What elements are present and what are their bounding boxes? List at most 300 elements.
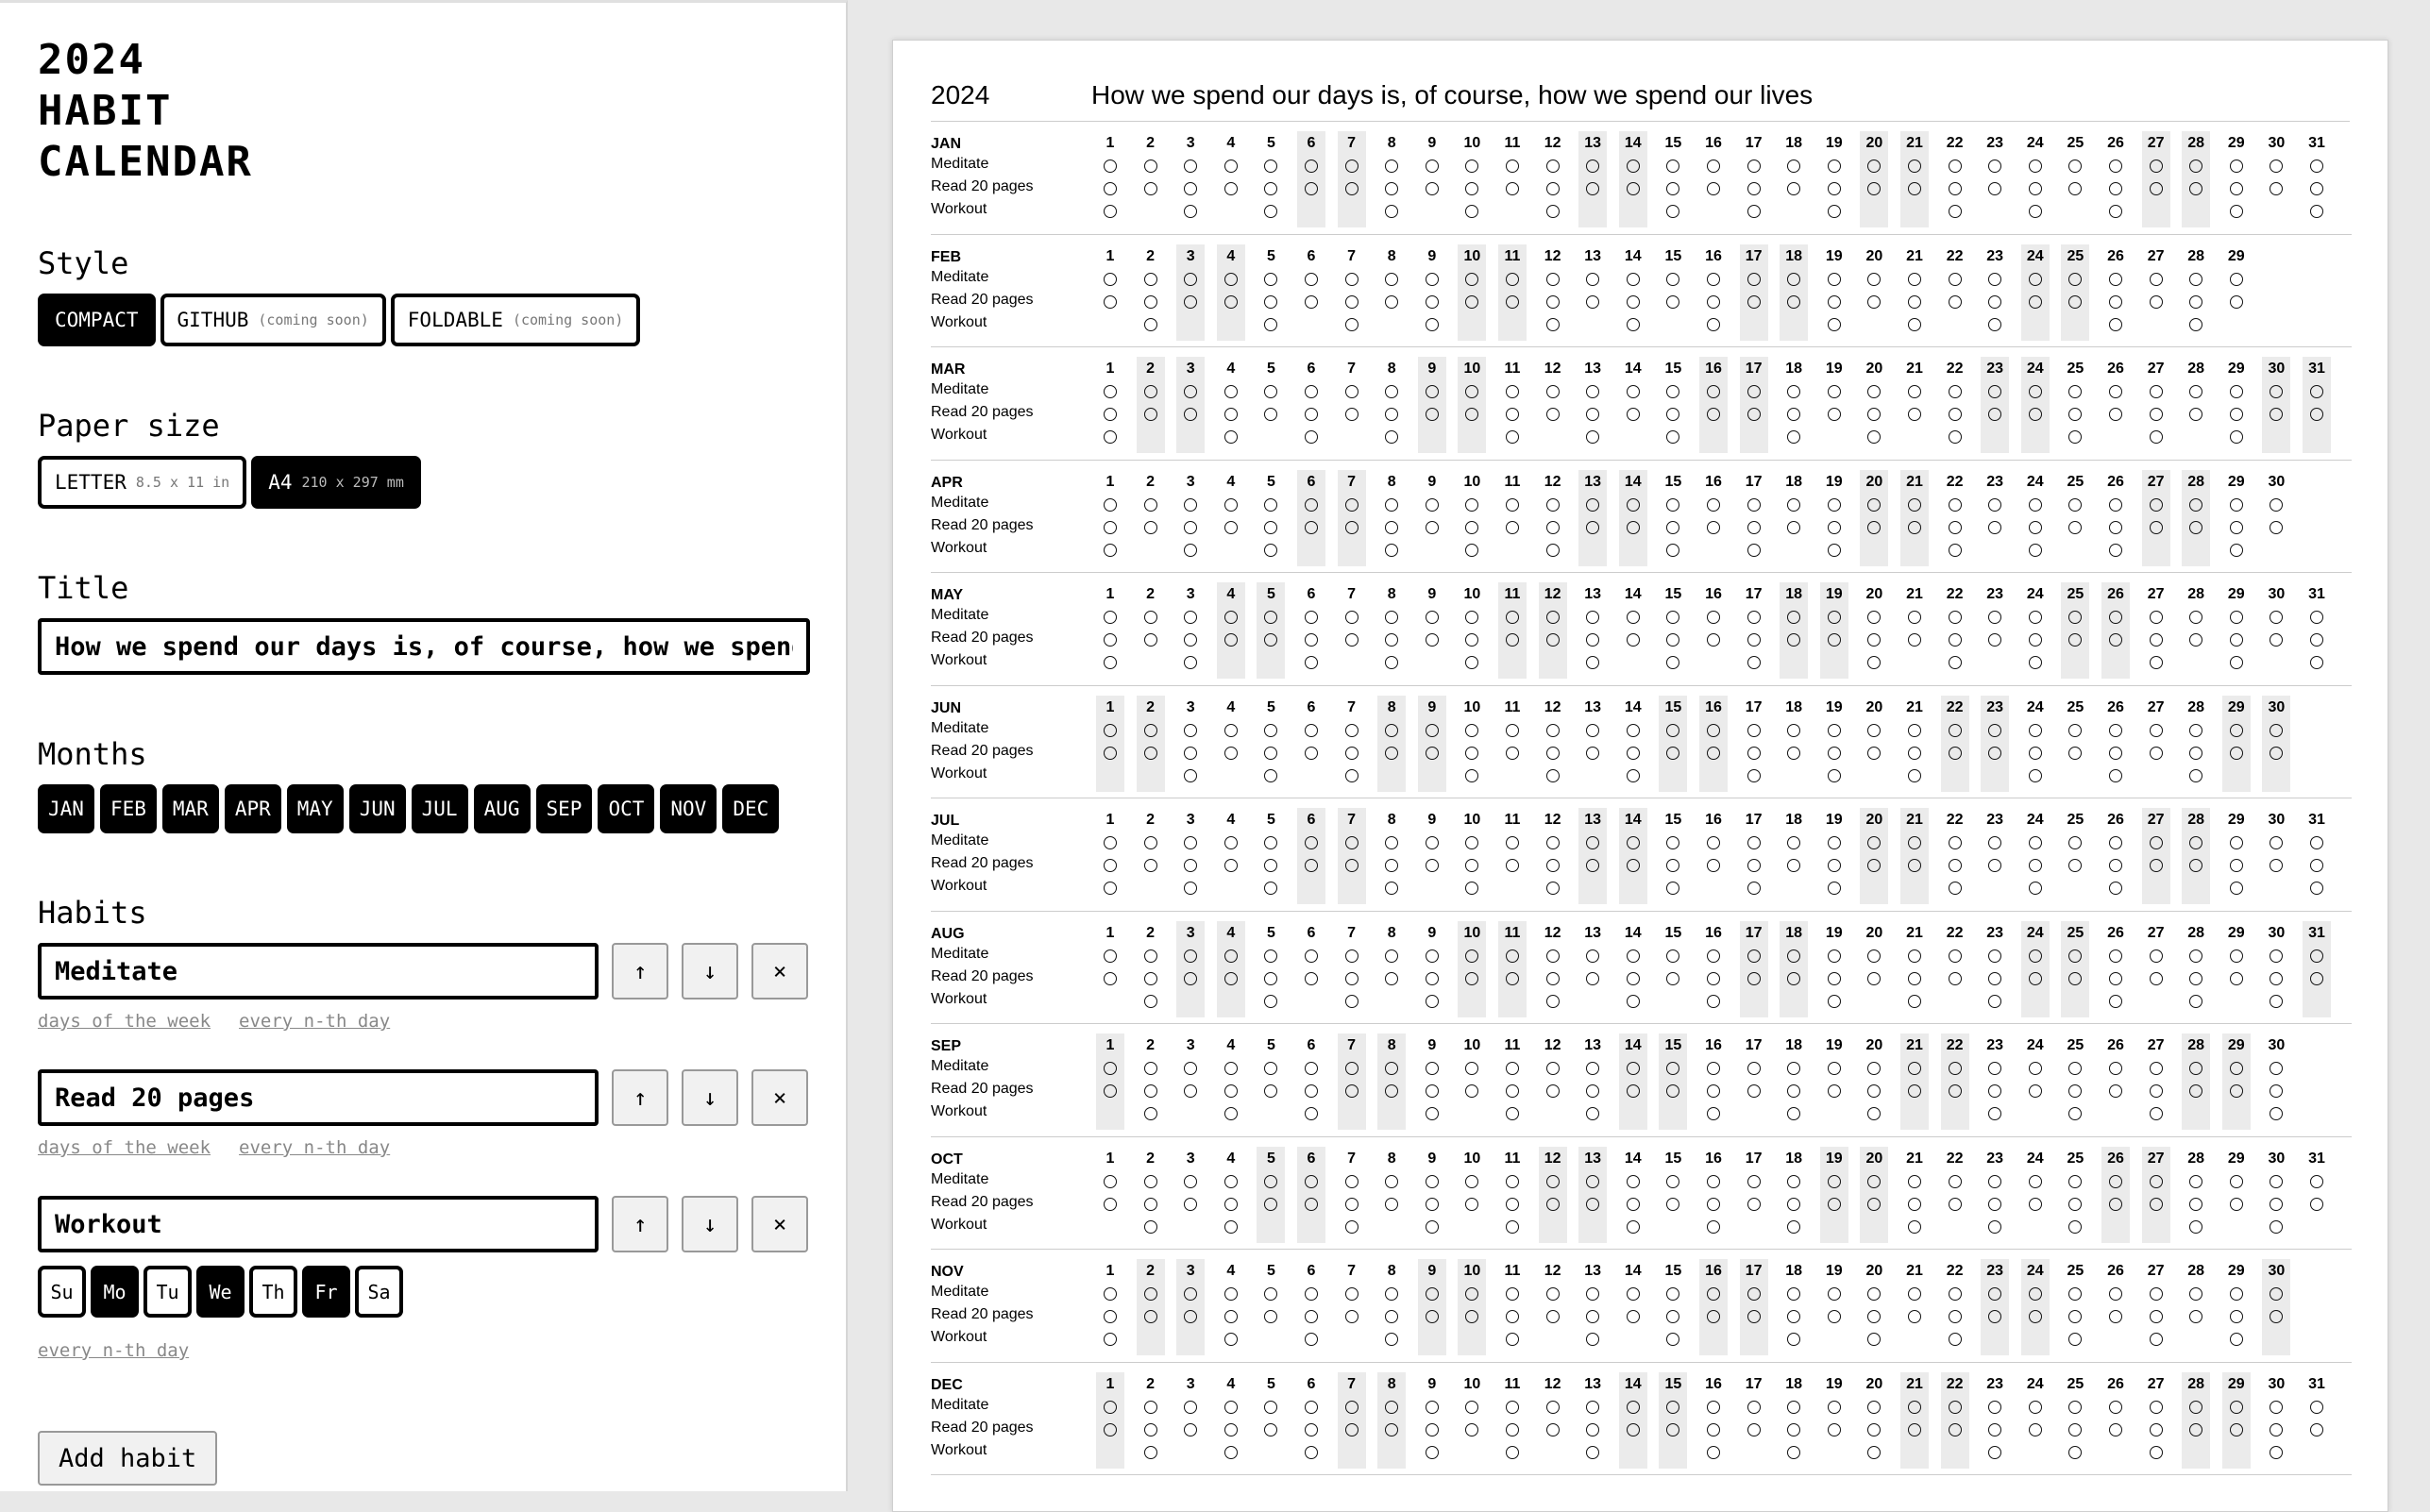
habit-check-circle[interactable] (1385, 521, 1398, 534)
habit-check-circle[interactable] (1627, 1423, 1640, 1436)
habit-check-circle[interactable] (1867, 408, 1881, 421)
habit-check-circle[interactable] (2270, 995, 2283, 1008)
habit-check-circle[interactable] (1305, 1175, 1318, 1188)
month-chip-feb[interactable]: FEB (100, 784, 157, 833)
habit-check-circle[interactable] (1506, 1333, 1519, 1346)
habit-check-circle[interactable] (1707, 1446, 1720, 1459)
every-nth-day-link[interactable]: every n-th day (38, 1340, 190, 1361)
habit-check-circle[interactable] (1184, 1401, 1197, 1414)
habit-check-circle[interactable] (1707, 1175, 1720, 1188)
habit-check-circle[interactable] (1949, 544, 1962, 557)
habit-check-circle[interactable] (1627, 1401, 1640, 1414)
habit-check-circle[interactable] (1465, 972, 1478, 985)
habit-check-circle[interactable] (1949, 273, 1962, 286)
habit-check-circle[interactable] (1988, 859, 2001, 872)
habit-check-circle[interactable] (1908, 1175, 1921, 1188)
habit-check-circle[interactable] (2029, 1310, 2042, 1323)
habit-check-circle[interactable] (1104, 498, 1117, 512)
habit-check-circle[interactable] (1104, 430, 1117, 444)
habit-check-circle[interactable] (2109, 295, 2122, 309)
habit-check-circle[interactable] (1828, 724, 1841, 737)
habit-check-circle[interactable] (1949, 882, 1962, 895)
habit-check-circle[interactable] (1465, 205, 1478, 218)
month-chip-apr[interactable]: APR (225, 784, 281, 833)
habit-check-circle[interactable] (1546, 1062, 1560, 1075)
habit-check-circle[interactable] (2068, 1401, 2082, 1414)
habit-check-circle[interactable] (1747, 611, 1761, 624)
habit-check-circle[interactable] (2310, 859, 2323, 872)
habit-check-circle[interactable] (1465, 724, 1478, 737)
habit-check-circle[interactable] (1546, 747, 1560, 760)
habit-check-circle[interactable] (1305, 859, 1318, 872)
habit-check-circle[interactable] (1666, 972, 1679, 985)
habit-check-circle[interactable] (2029, 724, 2042, 737)
habit-check-circle[interactable] (1627, 972, 1640, 985)
habit-check-circle[interactable] (1707, 385, 1720, 398)
habit-check-circle[interactable] (2270, 1084, 2283, 1098)
habit-check-circle[interactable] (1104, 408, 1117, 421)
habit-check-circle[interactable] (1546, 205, 1560, 218)
habit-check-circle[interactable] (2150, 1107, 2163, 1120)
habit-check-circle[interactable] (2068, 633, 2082, 647)
habit-name-input[interactable] (38, 943, 599, 1000)
habit-check-circle[interactable] (1385, 836, 1398, 849)
habit-check-circle[interactable] (1867, 1287, 1881, 1301)
habit-check-circle[interactable] (1104, 949, 1117, 963)
habit-check-circle[interactable] (1867, 972, 1881, 985)
habit-check-circle[interactable] (1465, 1062, 1478, 1075)
habit-check-circle[interactable] (1546, 1287, 1560, 1301)
habit-check-circle[interactable] (1465, 1401, 1478, 1414)
habit-check-circle[interactable] (1184, 295, 1197, 309)
habit-check-circle[interactable] (2109, 273, 2122, 286)
weekday-chip-fr[interactable]: Fr (302, 1266, 350, 1318)
habit-check-circle[interactable] (1144, 498, 1157, 512)
habit-check-circle[interactable] (1988, 1401, 2001, 1414)
habit-check-circle[interactable] (1144, 1107, 1157, 1120)
habit-check-circle[interactable] (1908, 769, 1921, 782)
habit-check-circle[interactable] (2029, 385, 2042, 398)
habit-check-circle[interactable] (1949, 972, 1962, 985)
habit-check-circle[interactable] (1305, 1287, 1318, 1301)
habit-check-circle[interactable] (2310, 882, 2323, 895)
habit-check-circle[interactable] (1345, 318, 1358, 331)
habit-check-circle[interactable] (1426, 1423, 1439, 1436)
habit-check-circle[interactable] (1305, 1084, 1318, 1098)
habit-check-circle[interactable] (1305, 656, 1318, 669)
habit-check-circle[interactable] (1627, 949, 1640, 963)
habit-check-circle[interactable] (1908, 859, 1921, 872)
habit-check-circle[interactable] (1828, 385, 1841, 398)
habit-check-circle[interactable] (1867, 1310, 1881, 1323)
habit-check-circle[interactable] (1264, 273, 1277, 286)
habit-check-circle[interactable] (1506, 859, 1519, 872)
habit-check-circle[interactable] (2029, 182, 2042, 195)
habit-check-circle[interactable] (1426, 160, 1439, 173)
habit-check-circle[interactable] (1908, 385, 1921, 398)
habit-check-circle[interactable] (1144, 1401, 1157, 1414)
habit-check-circle[interactable] (1666, 1310, 1679, 1323)
habit-check-circle[interactable] (2068, 408, 2082, 421)
habit-check-circle[interactable] (1949, 1287, 1962, 1301)
habit-check-circle[interactable] (1426, 273, 1439, 286)
habit-check-circle[interactable] (1345, 949, 1358, 963)
habit-check-circle[interactable] (1949, 295, 1962, 309)
month-chip-may[interactable]: MAY (287, 784, 344, 833)
habit-check-circle[interactable] (1787, 1084, 1800, 1098)
habit-check-circle[interactable] (1586, 972, 1599, 985)
habit-check-circle[interactable] (1104, 1333, 1117, 1346)
habit-check-circle[interactable] (1949, 611, 1962, 624)
habit-check-circle[interactable] (1707, 318, 1720, 331)
habit-check-circle[interactable] (1104, 273, 1117, 286)
habit-check-circle[interactable] (2150, 972, 2163, 985)
habit-check-circle[interactable] (2189, 1220, 2202, 1234)
habit-check-circle[interactable] (1465, 769, 1478, 782)
habit-check-circle[interactable] (1828, 318, 1841, 331)
habit-check-circle[interactable] (2230, 295, 2243, 309)
habit-check-circle[interactable] (1747, 544, 1761, 557)
month-chip-aug[interactable]: AUG (474, 784, 531, 833)
habit-check-circle[interactable] (2230, 656, 2243, 669)
habit-check-circle[interactable] (1828, 273, 1841, 286)
habit-check-circle[interactable] (1264, 1198, 1277, 1211)
habit-check-circle[interactable] (1787, 295, 1800, 309)
habit-check-circle[interactable] (1867, 1084, 1881, 1098)
habit-check-circle[interactable] (1908, 182, 1921, 195)
habit-check-circle[interactable] (1104, 182, 1117, 195)
habit-check-circle[interactable] (1908, 611, 1921, 624)
habit-check-circle[interactable] (1787, 1446, 1800, 1459)
habit-check-circle[interactable] (2189, 521, 2202, 534)
habit-check-circle[interactable] (1908, 724, 1921, 737)
habit-check-circle[interactable] (1949, 747, 1962, 760)
habit-check-circle[interactable] (1546, 1423, 1560, 1436)
habit-check-circle[interactable] (1104, 1401, 1117, 1414)
habit-check-circle[interactable] (1345, 1220, 1358, 1234)
habit-check-circle[interactable] (1184, 1062, 1197, 1075)
habit-check-circle[interactable] (1586, 408, 1599, 421)
habit-check-circle[interactable] (1184, 408, 1197, 421)
habit-check-circle[interactable] (1747, 836, 1761, 849)
move-up-button[interactable]: ↑ (612, 943, 668, 1000)
habit-check-circle[interactable] (2109, 949, 2122, 963)
habit-check-circle[interactable] (2230, 1423, 2243, 1436)
habit-check-circle[interactable] (1465, 182, 1478, 195)
habit-check-circle[interactable] (1104, 521, 1117, 534)
habit-check-circle[interactable] (2150, 633, 2163, 647)
habit-check-circle[interactable] (1666, 882, 1679, 895)
habit-check-circle[interactable] (1385, 205, 1398, 218)
habit-check-circle[interactable] (1144, 1084, 1157, 1098)
habit-check-circle[interactable] (1787, 408, 1800, 421)
habit-check-circle[interactable] (1949, 836, 1962, 849)
habit-check-circle[interactable] (1707, 521, 1720, 534)
habit-check-circle[interactable] (1627, 273, 1640, 286)
habit-check-circle[interactable] (1385, 859, 1398, 872)
habit-check-circle[interactable] (2189, 1310, 2202, 1323)
habit-check-circle[interactable] (1264, 972, 1277, 985)
habit-check-circle[interactable] (2310, 1401, 2323, 1414)
habit-check-circle[interactable] (2150, 1310, 2163, 1323)
habit-check-circle[interactable] (1104, 385, 1117, 398)
habit-check-circle[interactable] (1828, 747, 1841, 760)
habit-check-circle[interactable] (1988, 1198, 2001, 1211)
habit-check-circle[interactable] (1184, 949, 1197, 963)
habit-check-circle[interactable] (2310, 408, 2323, 421)
habit-check-circle[interactable] (2068, 1198, 2082, 1211)
habit-check-circle[interactable] (1707, 408, 1720, 421)
habit-check-circle[interactable] (2029, 1175, 2042, 1188)
habit-check-circle[interactable] (1345, 160, 1358, 173)
habit-check-circle[interactable] (1426, 1401, 1439, 1414)
habit-check-circle[interactable] (1426, 318, 1439, 331)
habit-check-circle[interactable] (1305, 273, 1318, 286)
habit-check-circle[interactable] (1867, 859, 1881, 872)
habit-check-circle[interactable] (2189, 1198, 2202, 1211)
habit-check-circle[interactable] (2068, 1175, 2082, 1188)
habit-check-circle[interactable] (2150, 182, 2163, 195)
habit-check-circle[interactable] (1787, 1423, 1800, 1436)
habit-check-circle[interactable] (1787, 836, 1800, 849)
habit-check-circle[interactable] (1828, 1287, 1841, 1301)
habit-check-circle[interactable] (1988, 160, 2001, 173)
habit-check-circle[interactable] (1506, 1084, 1519, 1098)
habit-check-circle[interactable] (1426, 836, 1439, 849)
habit-name-input[interactable] (38, 1196, 599, 1252)
style-option-github[interactable] (160, 294, 386, 346)
habit-check-circle[interactable] (1949, 498, 1962, 512)
habit-check-circle[interactable] (1666, 182, 1679, 195)
habit-check-circle[interactable] (1747, 747, 1761, 760)
habit-check-circle[interactable] (1586, 656, 1599, 669)
habit-check-circle[interactable] (1908, 949, 1921, 963)
habit-check-circle[interactable] (1828, 995, 1841, 1008)
habit-check-circle[interactable] (1747, 972, 1761, 985)
habit-check-circle[interactable] (2189, 611, 2202, 624)
habit-check-circle[interactable] (1988, 1175, 2001, 1188)
habit-check-circle[interactable] (1586, 1401, 1599, 1414)
habit-check-circle[interactable] (1144, 1198, 1157, 1211)
habit-check-circle[interactable] (1465, 633, 1478, 647)
habit-check-circle[interactable] (2189, 295, 2202, 309)
habit-check-circle[interactable] (1908, 1062, 1921, 1075)
habit-check-circle[interactable] (2150, 1401, 2163, 1414)
habit-check-circle[interactable] (1305, 1062, 1318, 1075)
habit-check-circle[interactable] (1747, 295, 1761, 309)
habit-check-circle[interactable] (1666, 160, 1679, 173)
habit-check-circle[interactable] (1426, 949, 1439, 963)
habit-check-circle[interactable] (1666, 430, 1679, 444)
habit-check-circle[interactable] (1144, 1062, 1157, 1075)
habit-check-circle[interactable] (1546, 995, 1560, 1008)
habit-check-circle[interactable] (1949, 1175, 1962, 1188)
habit-check-circle[interactable] (1627, 836, 1640, 849)
habit-check-circle[interactable] (2068, 1423, 2082, 1436)
habit-check-circle[interactable] (1506, 430, 1519, 444)
habit-check-circle[interactable] (2068, 949, 2082, 963)
habit-check-circle[interactable] (2150, 1062, 2163, 1075)
habit-check-circle[interactable] (1546, 859, 1560, 872)
habit-check-circle[interactable] (2230, 724, 2243, 737)
habit-check-circle[interactable] (1184, 611, 1197, 624)
habit-check-circle[interactable] (1264, 836, 1277, 849)
habit-check-circle[interactable] (1707, 182, 1720, 195)
habit-check-circle[interactable] (1506, 633, 1519, 647)
habit-check-circle[interactable] (1586, 633, 1599, 647)
habit-check-circle[interactable] (1586, 521, 1599, 534)
habit-check-circle[interactable] (1506, 408, 1519, 421)
habit-check-circle[interactable] (2189, 1423, 2202, 1436)
habit-check-circle[interactable] (2109, 160, 2122, 173)
habit-check-circle[interactable] (1426, 1198, 1439, 1211)
habit-check-circle[interactable] (1224, 385, 1238, 398)
habit-check-circle[interactable] (1586, 724, 1599, 737)
habit-check-circle[interactable] (1385, 1287, 1398, 1301)
habit-check-circle[interactable] (1465, 611, 1478, 624)
habit-check-circle[interactable] (1224, 1175, 1238, 1188)
habit-check-circle[interactable] (1104, 882, 1117, 895)
habit-check-circle[interactable] (1104, 1175, 1117, 1188)
habit-check-circle[interactable] (1949, 1062, 1962, 1075)
habit-check-circle[interactable] (1104, 633, 1117, 647)
habit-check-circle[interactable] (1224, 1287, 1238, 1301)
habit-check-circle[interactable] (1988, 1084, 2001, 1098)
habit-check-circle[interactable] (2029, 498, 2042, 512)
habit-check-circle[interactable] (1586, 1107, 1599, 1120)
habit-check-circle[interactable] (1426, 1287, 1439, 1301)
month-chip-sep[interactable]: SEP (536, 784, 593, 833)
habit-check-circle[interactable] (2068, 1062, 2082, 1075)
habit-check-circle[interactable] (2189, 995, 2202, 1008)
habit-check-circle[interactable] (1586, 1175, 1599, 1188)
habit-check-circle[interactable] (2189, 724, 2202, 737)
habit-check-circle[interactable] (1867, 1401, 1881, 1414)
habit-check-circle[interactable] (1426, 1084, 1439, 1098)
habit-check-circle[interactable] (2068, 836, 2082, 849)
habit-check-circle[interactable] (1264, 747, 1277, 760)
habit-check-circle[interactable] (1184, 1287, 1197, 1301)
habit-check-circle[interactable] (1828, 1423, 1841, 1436)
habit-check-circle[interactable] (1104, 1084, 1117, 1098)
weekday-chip-sa[interactable]: Sa (355, 1266, 403, 1318)
habit-check-circle[interactable] (1506, 1198, 1519, 1211)
habit-check-circle[interactable] (2310, 1198, 2323, 1211)
habit-check-circle[interactable] (1747, 769, 1761, 782)
habit-check-circle[interactable] (1787, 385, 1800, 398)
habit-check-circle[interactable] (1949, 1423, 1962, 1436)
habit-check-circle[interactable] (2270, 1287, 2283, 1301)
habit-check-circle[interactable] (2270, 521, 2283, 534)
habit-check-circle[interactable] (2150, 611, 2163, 624)
habit-check-circle[interactable] (1104, 544, 1117, 557)
habit-check-circle[interactable] (1666, 1423, 1679, 1436)
habit-check-circle[interactable] (1465, 1175, 1478, 1188)
habit-check-circle[interactable] (1747, 949, 1761, 963)
habit-check-circle[interactable] (1747, 1310, 1761, 1323)
habit-check-circle[interactable] (1627, 1220, 1640, 1234)
habit-check-circle[interactable] (1707, 1220, 1720, 1234)
habit-check-circle[interactable] (1949, 408, 1962, 421)
habit-check-circle[interactable] (1787, 1175, 1800, 1188)
habit-check-circle[interactable] (1787, 182, 1800, 195)
habit-check-circle[interactable] (1908, 295, 1921, 309)
habit-check-circle[interactable] (1465, 859, 1478, 872)
habit-check-circle[interactable] (1828, 182, 1841, 195)
habit-check-circle[interactable] (1707, 1310, 1720, 1323)
habit-check-circle[interactable] (2230, 1175, 2243, 1188)
habit-check-circle[interactable] (1184, 1198, 1197, 1211)
habit-check-circle[interactable] (1949, 656, 1962, 669)
habit-check-circle[interactable] (2150, 859, 2163, 872)
habit-check-circle[interactable] (1546, 633, 1560, 647)
habit-check-circle[interactable] (2230, 498, 2243, 512)
habit-check-circle[interactable] (1747, 1423, 1761, 1436)
habit-check-circle[interactable] (1345, 1310, 1358, 1323)
habit-check-circle[interactable] (1908, 1084, 1921, 1098)
habit-check-circle[interactable] (1345, 747, 1358, 760)
habit-check-circle[interactable] (2109, 408, 2122, 421)
habit-check-circle[interactable] (1828, 769, 1841, 782)
habit-check-circle[interactable] (1666, 1287, 1679, 1301)
habit-check-circle[interactable] (1586, 1310, 1599, 1323)
habit-check-circle[interactable] (1787, 859, 1800, 872)
habit-check-circle[interactable] (1385, 747, 1398, 760)
habit-check-circle[interactable] (1104, 1287, 1117, 1301)
habit-check-circle[interactable] (2150, 1333, 2163, 1346)
habit-check-circle[interactable] (1385, 160, 1398, 173)
habit-check-circle[interactable] (2109, 318, 2122, 331)
habit-check-circle[interactable] (1707, 611, 1720, 624)
habit-check-circle[interactable] (2068, 1107, 2082, 1120)
habit-check-circle[interactable] (1224, 859, 1238, 872)
habit-check-circle[interactable] (1546, 1401, 1560, 1414)
habit-check-circle[interactable] (1385, 1401, 1398, 1414)
habit-check-circle[interactable] (1787, 498, 1800, 512)
habit-check-circle[interactable] (1184, 1084, 1197, 1098)
habit-check-circle[interactable] (1707, 498, 1720, 512)
habit-check-circle[interactable] (1627, 1084, 1640, 1098)
habit-check-circle[interactable] (1264, 521, 1277, 534)
habit-check-circle[interactable] (1828, 1198, 1841, 1211)
habit-check-circle[interactable] (2310, 385, 2323, 398)
habit-name-input[interactable] (38, 1069, 599, 1126)
habit-check-circle[interactable] (2109, 836, 2122, 849)
habit-check-circle[interactable] (1988, 995, 2001, 1008)
habit-check-circle[interactable] (2189, 160, 2202, 173)
habit-check-circle[interactable] (2109, 1198, 2122, 1211)
habit-check-circle[interactable] (1305, 724, 1318, 737)
habit-check-circle[interactable] (1908, 318, 1921, 331)
habit-check-circle[interactable] (1224, 1107, 1238, 1120)
habit-check-circle[interactable] (1506, 1107, 1519, 1120)
habit-check-circle[interactable] (1787, 521, 1800, 534)
habit-check-circle[interactable] (2230, 430, 2243, 444)
habit-check-circle[interactable] (1305, 498, 1318, 512)
habit-check-circle[interactable] (2189, 1062, 2202, 1075)
habit-check-circle[interactable] (1666, 295, 1679, 309)
habit-check-circle[interactable] (2230, 182, 2243, 195)
habit-check-circle[interactable] (2150, 521, 2163, 534)
habit-check-circle[interactable] (1184, 747, 1197, 760)
habit-check-circle[interactable] (1666, 205, 1679, 218)
habit-check-circle[interactable] (2150, 160, 2163, 173)
habit-check-circle[interactable] (1707, 1084, 1720, 1098)
habit-check-circle[interactable] (1144, 1446, 1157, 1459)
habit-check-circle[interactable] (2230, 972, 2243, 985)
habit-check-circle[interactable] (1949, 160, 1962, 173)
habit-check-circle[interactable] (2150, 498, 2163, 512)
